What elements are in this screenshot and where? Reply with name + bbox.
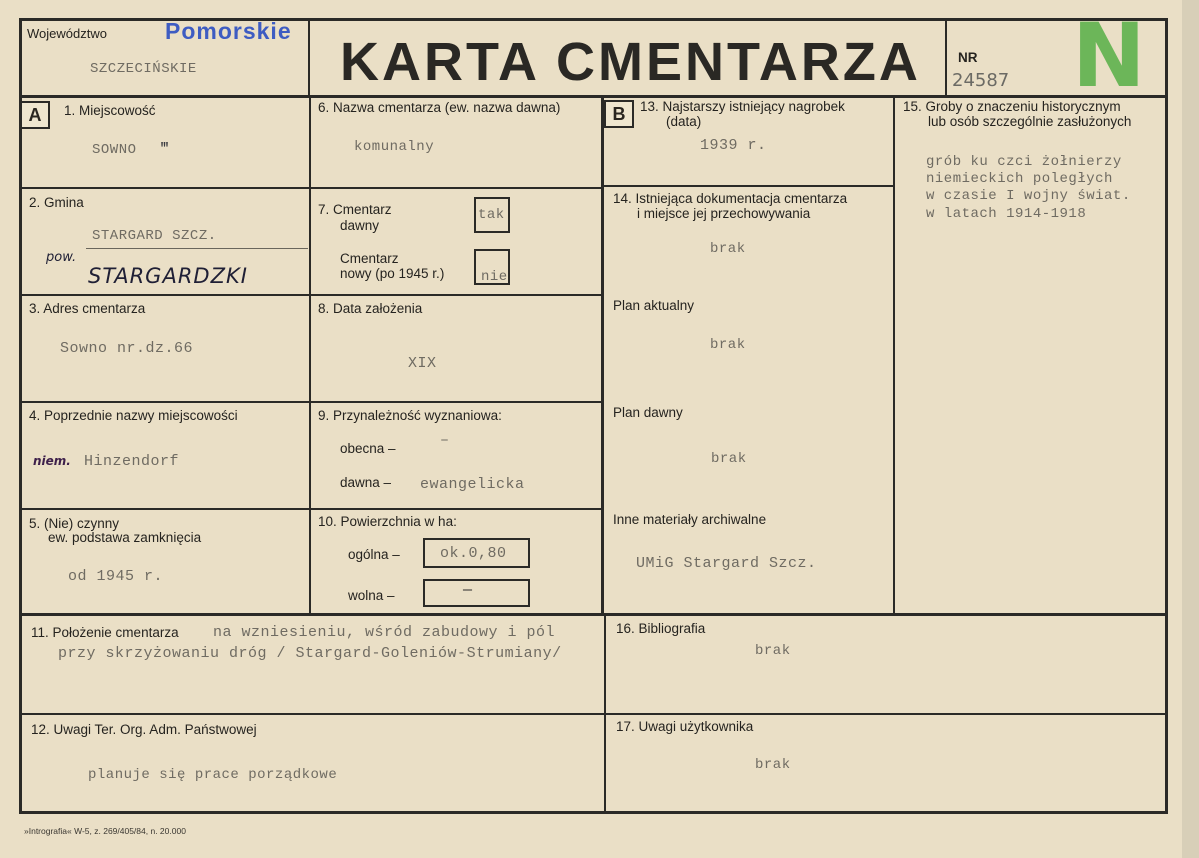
row-line-a1 (19, 187, 603, 189)
field-16-label: 16. Bibliografia (616, 621, 706, 636)
nr-label: NR (958, 50, 978, 65)
field-2-label: 2. Gmina (29, 195, 84, 210)
field-11-value-line1: na wzniesieniu, wśród zabudowy i pól (213, 624, 556, 641)
field-8-value: XIX (408, 355, 437, 372)
section-a-letter: A (20, 101, 50, 129)
plan-dawny-label: Plan dawny (613, 405, 683, 420)
field-12-value: planuje się prace porządkowe (88, 767, 338, 783)
field-6-value: komunalny (354, 139, 435, 155)
field-15-value-line4: w latach 1914-1918 (926, 206, 1087, 222)
gmina-underline (86, 248, 308, 249)
header-bottom-line (19, 95, 1168, 98)
field-1-value: SOWNO (92, 142, 137, 158)
field-7-nowy-value: nie (481, 269, 508, 285)
print-info: »Intrografia« W-5, z. 269/405/84, n. 20.000 (24, 826, 186, 836)
field-10-ogolna-label: ogólna – (348, 547, 400, 562)
field-14-label-line2: i miejsce jej przechowywania (637, 206, 811, 221)
field-13-label-line2: (data) (666, 114, 702, 129)
plan-aktualny-label: Plan aktualny (613, 298, 695, 313)
field-13-label-line1: 13. Najstarszy istniejący nagrobek (640, 99, 845, 114)
wojewodztwo-label: Województwo (27, 26, 107, 41)
header-divider-left (308, 18, 310, 96)
row-line-bottom-1 (19, 613, 1168, 616)
col-divider-1 (309, 96, 311, 614)
field-12-label: 12. Uwagi Ter. Org. Adm. Państwowej (31, 722, 257, 737)
field-9-label: 9. Przynależność wyznaniowa: (318, 408, 502, 423)
field-7-dawny-value: tak (478, 207, 505, 223)
field-13-value: 1939 r. (700, 137, 767, 154)
field-10-ogolna-value: ok.0,80 (440, 545, 507, 562)
field-5-label-line2: ew. podstawa zamknięcia (48, 530, 202, 545)
scan-edge (1182, 0, 1199, 858)
row-line-a2 (19, 294, 603, 296)
field-2-value: STARGARD SZCZ. (92, 228, 217, 244)
field-4-label: 4. Poprzednie nazwy miejscowości (29, 408, 238, 423)
field-6-label: 6. Nazwa cmentarza (ew. nazwa dawna) (318, 100, 561, 115)
wojewodztwo-value: SZCZECIŃSKIE (90, 61, 197, 77)
nr-value: 24587 (952, 70, 1010, 91)
field-14-value: brak (710, 241, 746, 257)
field-17-value: brak (755, 757, 791, 773)
field-15-value-line1: grób ku czci żołnierzy (926, 154, 1122, 170)
header-divider-right (945, 18, 947, 96)
field-4-prefix: niem. (33, 454, 71, 468)
row-line-bottom-2 (19, 713, 1168, 715)
field-15-label-line1: 15. Groby o znaczeniu historycznym (903, 99, 1121, 114)
col-divider-3 (893, 96, 895, 614)
field-5-value: od 1945 r. (68, 568, 164, 585)
inne-materialy-label: Inne materiały archiwalne (613, 512, 767, 527)
field-7-dawny: dawny (340, 218, 380, 233)
field-8-label: 8. Data założenia (318, 301, 423, 316)
wojewodztwo-stamp: Pomorskie (165, 18, 292, 44)
field-7-nowy-line1: Cmentarz (340, 251, 399, 266)
row-line-a3 (19, 401, 603, 403)
field-14-label-line1: 14. Istniejąca dokumentacja cmentarza (613, 191, 848, 206)
field-11-value-line2: przy skrzyżowaniu dróg / Stargard-Goleniów-Strumiany/ (58, 645, 562, 662)
green-mark: N (1072, 4, 1146, 107)
field-10-wolna-label: wolna – (348, 588, 395, 603)
col-divider-2 (601, 96, 604, 614)
field-11-label: 11. Położenie cmentarza (31, 625, 179, 640)
field-2-pow-label: pow. (46, 250, 77, 265)
field-9-obecna-label: obecna – (340, 441, 396, 456)
row-line-b1 (603, 185, 894, 187)
field-17-label: 17. Uwagi użytkownika (616, 719, 754, 734)
field-1-label: 1. Miejscowość (64, 103, 156, 118)
row-line-a4 (19, 508, 603, 510)
field-1-mark: ‴ (160, 141, 170, 158)
plan-aktualny-value: brak (710, 337, 746, 353)
section-b-letter: B (604, 100, 634, 128)
field-10-label: 10. Powierzchnia w ha: (318, 514, 457, 529)
field-16-value: brak (755, 643, 791, 659)
field-9-obecna-value: – (440, 432, 450, 449)
plan-dawny-value: brak (711, 451, 747, 467)
field-9-dawna-value: ewangelicka (420, 476, 525, 493)
field-15-value-line3: w czasie I wojny świat. (926, 188, 1131, 204)
field-3-label: 3. Adres cmentarza (29, 301, 146, 316)
inne-materialy-value: UMiG Stargard Szcz. (636, 555, 817, 572)
field-5-label-line1: 5. (Nie) czynny (29, 516, 120, 531)
field-15-value-line2: niemieckich poległych (926, 171, 1113, 187)
field-4-value: Hinzendorf (84, 453, 180, 470)
field-9-dawna-label: dawna – (340, 475, 392, 490)
field-2-pow-value: STARGARDZKI (88, 264, 248, 288)
field-3-value: Sowno nr.dz.66 (60, 340, 194, 357)
field-15-label-line2: lub osób szczególnie zasłużonych (928, 114, 1132, 129)
field-10-wolna-value: — (463, 582, 473, 599)
card-title: KARTA CMENTARZA (340, 32, 921, 92)
field-7-nowy-line2: nowy (po 1945 r.) (340, 266, 445, 281)
field-10-wolna-box (423, 579, 530, 607)
field-7-label: 7. Cmentarz (318, 202, 392, 217)
